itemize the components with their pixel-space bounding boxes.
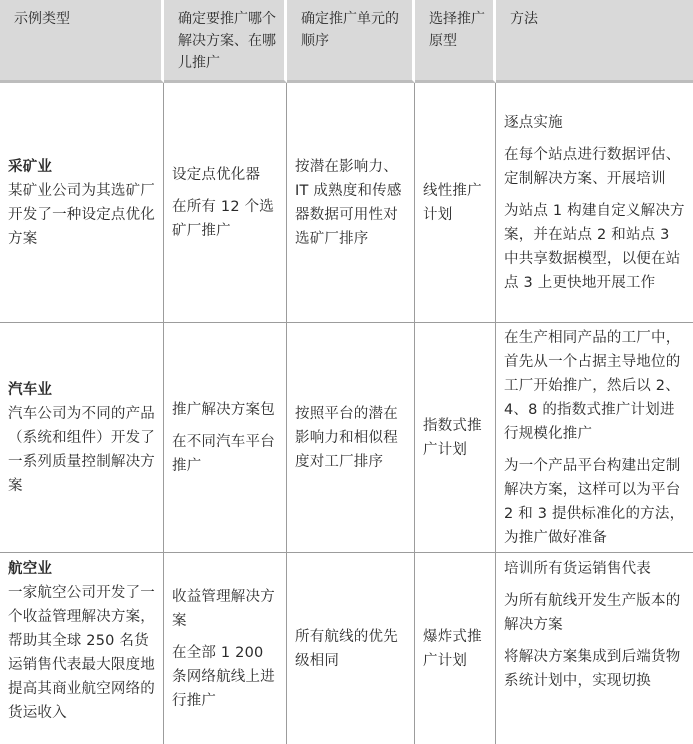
example-cell: [0, 83, 164, 323]
approach-step: 逐点实施: [504, 114, 563, 131]
table-row: [0, 83, 693, 323]
approach-step: 培训所有货运销售代表: [504, 561, 651, 577]
industry-label: 航空业: [8, 561, 53, 577]
scope-text: 在不同汽车平台推广: [172, 433, 275, 474]
solution-text: 设定点优化器: [172, 166, 261, 183]
table-row: [0, 553, 693, 744]
approach-cell: [496, 553, 693, 744]
archetype-cell: 指数式推广计划: [415, 323, 496, 553]
what-where-cell: [164, 323, 287, 553]
approach-step: 为所有航线开发生产版本的解决方案: [504, 593, 681, 633]
sequence-cell: 所有航线的优先级相同: [287, 553, 415, 744]
example-description: 一家航空公司开发了一个收益管理解决方案，帮助其全球 250 名货运销售代表最大限度地提高其商业航空网络的货运收入: [8, 585, 155, 721]
example-description: 某矿业公司为其选矿厂开发了一种设定点优化方案: [8, 182, 155, 247]
example-cell: [0, 553, 164, 744]
header-archetype: 选择推广原型: [415, 0, 496, 83]
header-approach: 方法: [496, 0, 693, 83]
table-row: [0, 323, 693, 553]
approach-cell: [496, 83, 693, 323]
solution-text: 推广解决方案包: [172, 401, 275, 418]
solution-text: 收益管理解决方案: [172, 588, 275, 629]
approach-step: 为一个产品平台构建出定制解决方案，这样可以为平台 2 和 3 提供标准化的方法，为推广做好准备: [504, 457, 685, 546]
industry-label: 采矿业: [8, 158, 53, 175]
sequence-cell: 按潜在影响力、IT 成熟度和传感器数据可用性对选矿厂排序: [287, 83, 415, 323]
approach-step: 将解决方案集成到后端货物系统计划中，实现切换: [504, 649, 681, 689]
example-description: 汽车公司为不同的产品（系统和组件）开发了一系列质量控制解决方案: [8, 405, 155, 494]
scope-text: 在全部 1 200 条网络航线上进行推广: [172, 644, 275, 709]
example-cell: [0, 323, 164, 553]
archetype-cell: 线性推广计划: [415, 83, 496, 323]
what-where-cell: [164, 553, 287, 744]
header-row: [0, 0, 693, 83]
sequence-cell: 按照平台的潜在影响力和相似程度对工厂排序: [287, 323, 415, 553]
header-what-where: 确定要推广哪个解决方案、在哪儿推广: [164, 0, 287, 83]
what-where-cell: [164, 83, 287, 323]
header-example-type: 示例类型: [0, 0, 164, 83]
approach-step: 在生产相同产品的工厂中，首先从一个占据主导地位的工厂开始推广，然后以 2、4、8 的指数式推广计划进行规模化推广: [504, 329, 681, 442]
archetype-cell: 爆炸式推广计划: [415, 553, 496, 744]
header-sequence: 确定推广单元的顺序: [287, 0, 415, 83]
approach-step: 为站点 1 构建自定义解决方案，并在站点 2 和站点 3 中共享数据模型，以便在站点 3 上更快地开展工作: [504, 202, 685, 291]
industry-label: 汽车业: [8, 381, 53, 398]
approach-step: 在每个站点进行数据评估、定制解决方案、开展培训: [504, 146, 681, 187]
approach-cell: [496, 323, 693, 553]
scope-text: 在所有 12 个选矿厂推广: [172, 198, 274, 239]
